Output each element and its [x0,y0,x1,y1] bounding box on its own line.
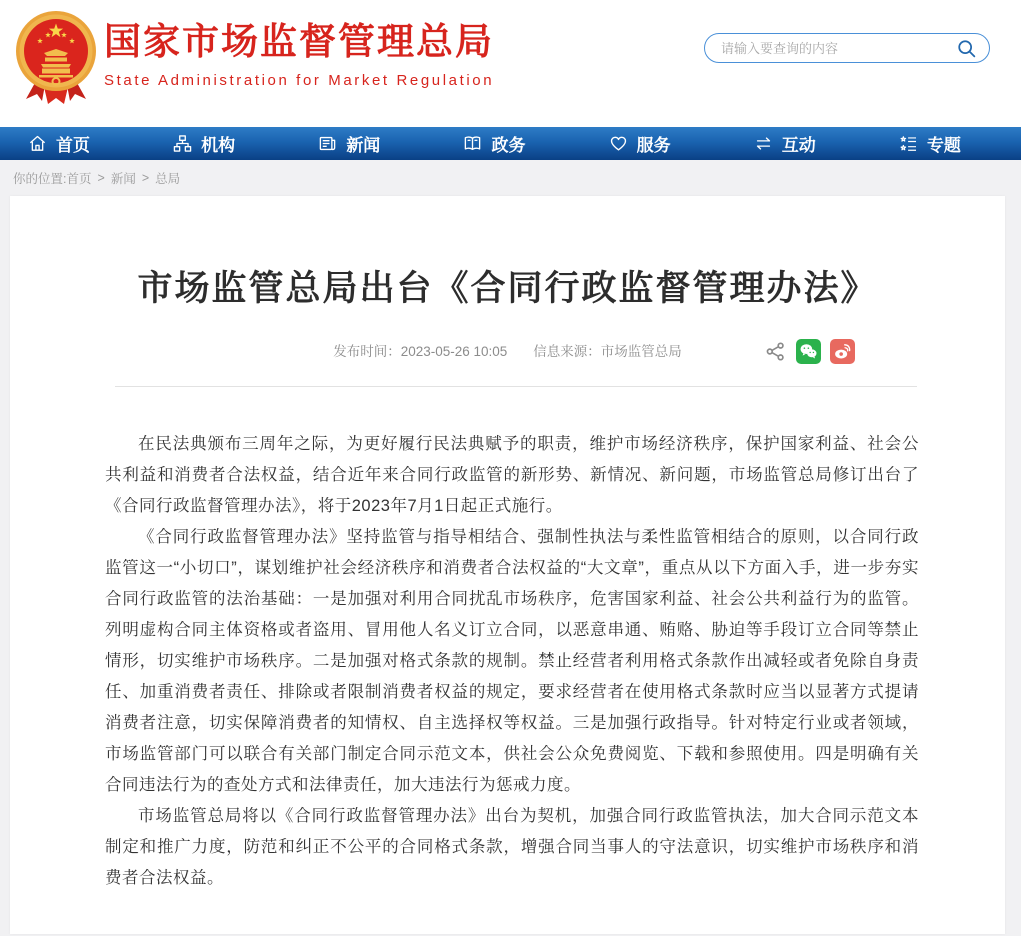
breadcrumb-prefix: 你的位置: [13,172,67,186]
site-header [0,0,1021,127]
breadcrumb-home[interactable]: 首页 [66,172,92,186]
nav-label: 新闻 [346,136,381,155]
nav-item-interact[interactable] [754,131,816,156]
article-body [10,387,1005,894]
search-icon[interactable] [955,37,977,59]
org-chart-icon [173,134,192,153]
breadcrumb-bureau[interactable]: 总局 [155,172,181,186]
nav-item-gov[interactable] [463,131,525,156]
nav-item-service[interactable] [609,131,671,156]
news-icon [318,134,337,153]
source-label: 信息来源： [533,343,601,359]
article-paragraph: 《合同行政监督管理办法》坚持监管与指导相结合、强制性执法与柔性监管相结合的原则，以合同行政监管这一“小切口”，谋划维护社会经济秩序和消费者合法权益的“大文章”，重点从以下方面入手，进一步夯实合同行政监管的法治基础：一是加强对利用合同扰乱市场秩序，危害国家利益、社会公共利益行为的监管。列明虚构合同主体资格或者盗用、冒用他人名义订立合同，以恶意串通、贿赂、胁迫等手段订立合同等禁止情形，切实维护市场秩序。二是加强对格式条款的规制。禁止经营者利用格式条款作出减轻或者免除自身责任、加重消费者责任、排除或者限制消费者权益的规定，要求经营者在使用格式条款时应当以显著方式提请消费者注意，切实保障消费者的知情权、自主选择权等权益。三是加强行政指导。针对特定行业或者领域，市场监管部门可以联合有关部门制定合同示范文本，供社会公众免费阅览、下载和参照使用。四是明确有关合同违法行为的查处方式和法律责任，加大违法行为惩戒力度。 [105,527,919,794]
publish-time-label: 发布时间： [333,343,401,359]
weibo-icon[interactable] [830,339,855,364]
site-subtitle: State Administration for Market Regulation [104,71,495,89]
breadcrumb-news[interactable]: 新闻 [110,172,136,186]
topic-star-list-icon [899,134,918,153]
interact-arrows-icon [754,134,773,153]
nav-item-topics[interactable] [899,131,961,156]
source-value: 市场监管总局 [600,343,682,359]
gov-book-icon [463,134,482,153]
wechat-icon[interactable] [796,339,821,364]
article-panel [10,196,1005,934]
search-input[interactable] [719,40,955,57]
nav-label: 专题 [926,136,961,155]
breadcrumb [0,160,1021,196]
nav-label: 机构 [201,136,236,155]
site-title: 国家市场监督管理总局 [104,21,494,62]
article-title: 市场监管总局出台《合同行政监督管理办法》 [137,269,878,308]
article-meta-row [10,339,1005,365]
heart-icon [609,134,628,153]
share-bar [763,339,855,365]
article-paragraph: 市场监管总局将以《合同行政监督管理办法》出台为契机，加强合同行政监管执法，加大合同示范文本制定和推广力度，防范和纠正不公平的合同格式条款，增强合同当事人的守法意识，切实维护市场秩序和消费者合法权益。 [105,806,919,887]
national-emblem-icon[interactable] [14,9,98,107]
nav-item-org[interactable] [173,131,235,156]
breadcrumb-separator: > [97,171,105,185]
article-paragraph: 在民法典颁布三周年之际，为更好履行民法典赋予的职责，维护市场经济秩序，保护国家利益、社会公共利益和消费者合法权益，结合近年来合同行政监管的新形势、新情况、新问题，市场监管总局修订出台了《合同行政监督管理办法》，将于2023年7月1日起正式施行。 [105,434,919,515]
nav-label: 首页 [56,136,90,155]
search-box [704,33,990,63]
share-nodes-icon[interactable] [763,340,787,364]
nav-label: 服务 [636,136,671,155]
nav-item-home[interactable] [28,131,90,156]
nav-label: 互动 [781,136,816,155]
main-nav [0,127,1021,160]
nav-label: 政务 [491,136,526,155]
publish-time-value: 2023-05-26 10:05 [400,343,508,359]
nav-item-news[interactable] [318,131,380,156]
breadcrumb-separator: > [141,171,150,185]
site-titles [104,22,494,89]
home-icon [28,134,47,153]
article-meta [10,339,1005,365]
